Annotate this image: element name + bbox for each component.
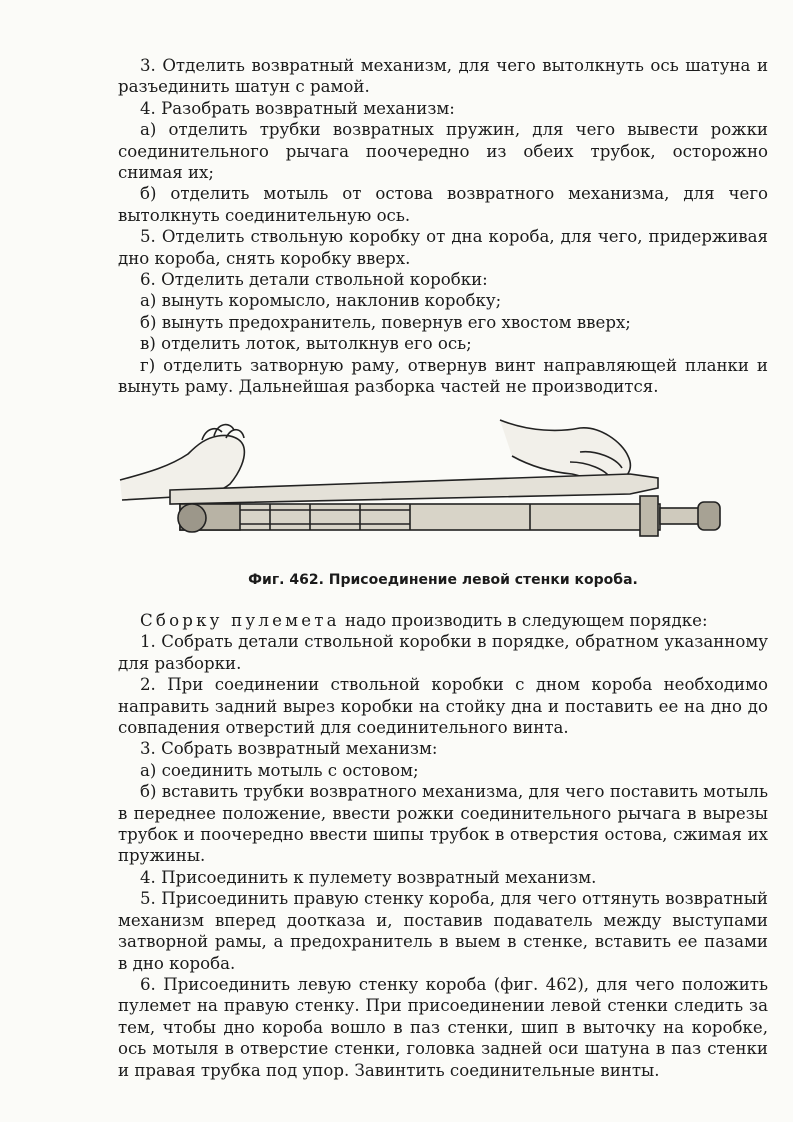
paragraph: 5. Отделить ствольную коробку от дна короба, для чего, придерживая дно короба, снять коробку вверх.: [118, 227, 768, 268]
paragraph: а) отделить трубки возвратных пружин, для чего вывести рожки соединительного рычага поочередно из обеих трубок, осторожно снимая их;: [118, 120, 768, 183]
paragraph: 3. Отделить возвратный механизм, для чего вытолкнуть ось шатуна и разъединить шатун с рамой.: [118, 56, 768, 97]
paragraph: 5. Присоединить правую стенку короба, для чего оттянуть возвратный механизм вперед доотказа и, поставив подаватель между выступами затворной рамы, а предохранитель в выем в стенке, вставить ее пазами в дно короба.: [118, 889, 768, 973]
paragraph: в) отделить лоток, вытолкнув его ось;: [140, 334, 472, 354]
paragraph: а) вынуть коромысло, наклонив коробку;: [140, 291, 502, 311]
assembly-heading: [118, 610, 768, 631]
paragraph: 3. Собрать возвратный механизм:: [140, 739, 438, 759]
disassembly-text: [118, 55, 768, 398]
figure-462-illustration: [110, 392, 750, 560]
assembly-heading-spaced: Сборку пулемета: [140, 611, 340, 630]
assembly-text: [118, 610, 768, 1081]
paragraph: 2. При соединении ствольной коробки с дном короба необходимо направить задний вырез коробки на стойку дна и поставить ее на дно до совпадения отверстий для соединительного винта.: [118, 675, 768, 738]
paragraph: 4. Разобрать возвратный механизм:: [140, 98, 455, 118]
paragraph: 4. Присоединить к пулемету возвратный механизм.: [140, 867, 597, 887]
paragraph: б) вставить трубки возвратного механизма, для чего поставить мотыль в переднее положение, ввести рожки соединительного рычага в вырезы трубок и поочередно ввести шипы трубок в отверстия остова, сжимая их пружины.: [118, 782, 768, 866]
paragraph: 6. Отделить детали ствольной коробки:: [140, 270, 488, 290]
figure-caption: Фиг. 462. Присоединение левой стенки короба.: [248, 572, 638, 588]
paragraph: б) вынуть предохранитель, повернув его хвостом вверх;: [140, 312, 631, 332]
paragraph: 1. Собрать детали ствольной коробки в порядке, обратном указанному для разборки.: [118, 632, 768, 673]
assembly-heading-rest: надо производить в следующем порядке:: [339, 611, 708, 630]
paragraph: а) соединить мотыль с остовом;: [140, 760, 419, 780]
paragraph: г) отделить затворную раму, отвернув винт направляющей планки и вынуть раму. Дальнейшая разборка частей не производится.: [118, 355, 768, 397]
paragraph: 6. Присоединить левую стенку короба (фиг. 462), для чего положить пулемет на правую стенку. При присоединении левой стенки следить за тем, чтобы дно короба вошло в паз стенки, шип в выточку на коробке, ось мотыля в отверстие стенки, головка задней оси шатуна в паз стенки и правая трубка под упор. Завинтить соединительные винты.: [118, 974, 768, 1080]
paragraph: б) отделить мотыль от остова возвратного механизма, для чего вытолкнуть соединительную ось.: [118, 184, 768, 225]
